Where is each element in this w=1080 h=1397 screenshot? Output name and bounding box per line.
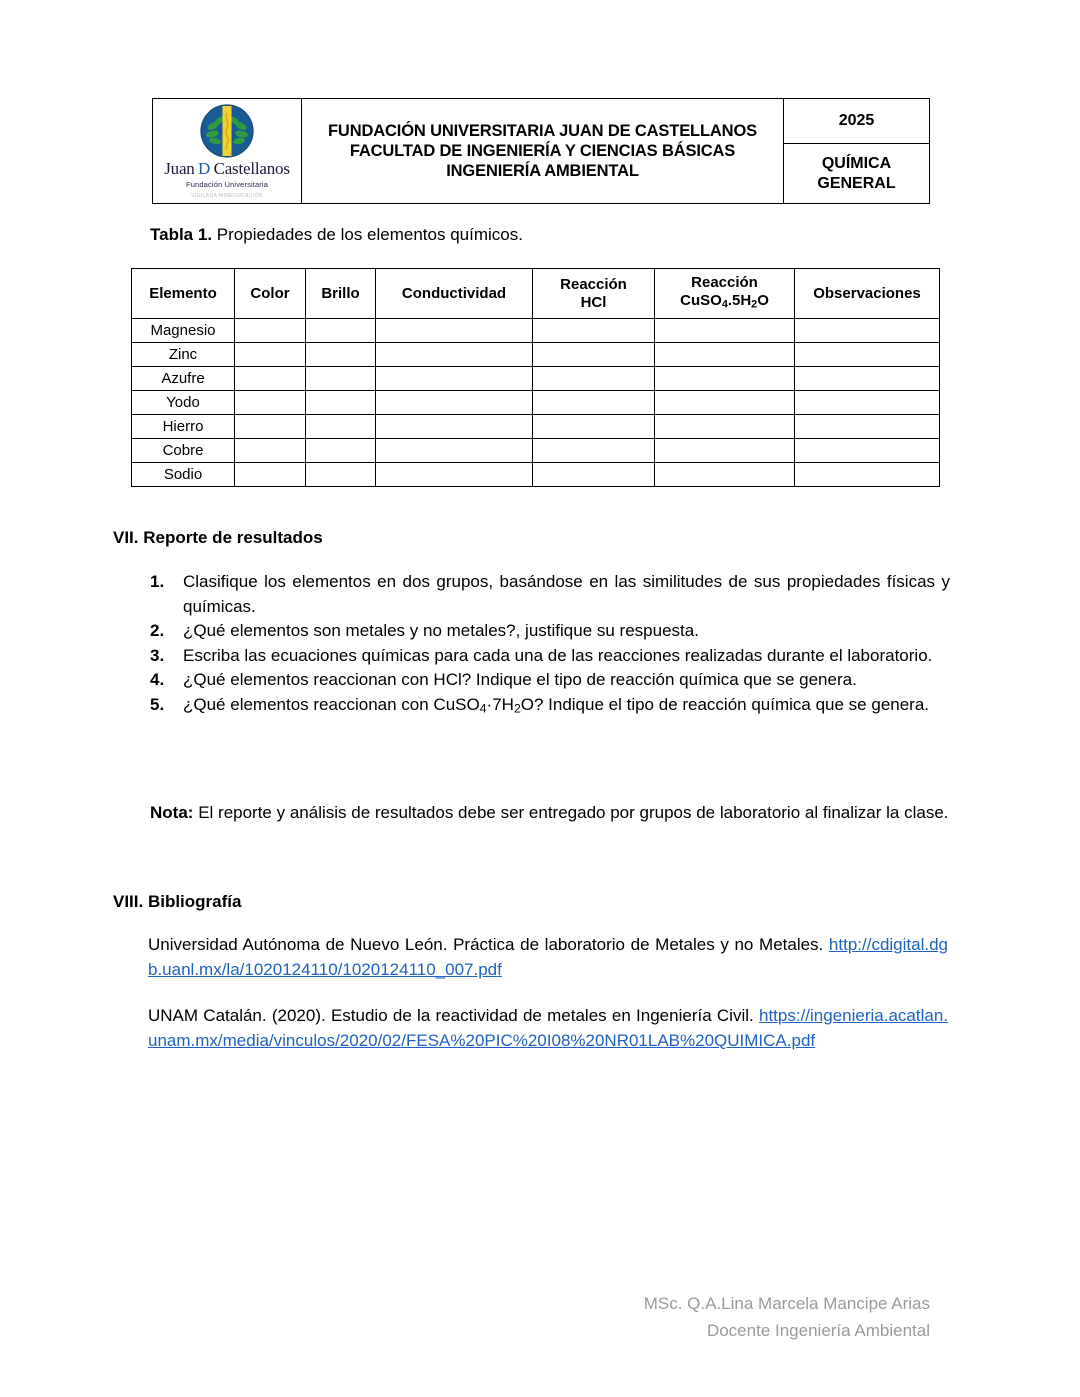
- properties-table: [131, 268, 940, 487]
- cell-observaciones[interactable]: [795, 415, 940, 439]
- cell-color[interactable]: [235, 463, 306, 487]
- reporte-item: [150, 570, 950, 619]
- document-header-table: [152, 98, 930, 204]
- reporte-item: [150, 644, 950, 669]
- cell-brillo[interactable]: [306, 439, 376, 463]
- cell-brillo[interactable]: [306, 343, 376, 367]
- nota-label: Nota:: [150, 803, 194, 822]
- cell-color[interactable]: [235, 391, 306, 415]
- cell-conductividad[interactable]: [376, 391, 533, 415]
- properties-table-body: [132, 319, 940, 487]
- table-row: [132, 367, 940, 391]
- table-row: [132, 463, 940, 487]
- document-footer: [410, 1290, 930, 1344]
- logo-word-castellanos: Castellanos: [213, 158, 290, 178]
- cell-reaccion_hcl[interactable]: [533, 439, 655, 463]
- column-header-color: Color: [235, 269, 306, 319]
- column-header-conductividad: Conductividad: [376, 269, 533, 319]
- column-header-reaccion-hcl: [533, 269, 655, 319]
- header-course-line-2: GENERAL: [817, 174, 896, 192]
- table-caption-label: Tabla 1.: [150, 225, 213, 244]
- institution-logo: [153, 100, 301, 203]
- header-year-cell: [784, 99, 930, 144]
- section-heading-reporte: VII. Reporte de resultados: [113, 528, 323, 547]
- cell-elemento: Sodio: [132, 463, 235, 487]
- reference-2-text: UNAM Catalán. (2020). Estudio de la reactividad de metales en Ingeniería Civil.: [148, 1006, 754, 1025]
- juan-de-castellanos-emblem-icon: [200, 104, 254, 158]
- cell-elemento: Zinc: [132, 343, 235, 367]
- cell-reaccion_hcl[interactable]: [533, 367, 655, 391]
- cell-reaccion_cuso4[interactable]: [655, 463, 795, 487]
- table-header-row: [132, 269, 940, 319]
- cell-observaciones[interactable]: [795, 367, 940, 391]
- table-row: [132, 415, 940, 439]
- table-row: [132, 319, 940, 343]
- header-title-line-3: INGENIERÍA AMBIENTAL: [446, 162, 639, 180]
- table-row: [132, 439, 940, 463]
- reporte-item-text: Escriba las ecuaciones químicas para cada una de las reacciones realizadas durante el laboratorio.: [183, 645, 933, 665]
- cell-conductividad[interactable]: [376, 439, 533, 463]
- reporte-items-list: [150, 570, 950, 721]
- reporte-item-number: 2.: [150, 621, 165, 640]
- header-title-cell: [302, 99, 784, 204]
- cell-observaciones[interactable]: [795, 439, 940, 463]
- header-logo-cell: [153, 99, 302, 204]
- cell-color[interactable]: [235, 367, 306, 391]
- reference-1-text: Universidad Autónoma de Nuevo León. Práctica de laboratorio de Metales y no Metales.: [148, 935, 824, 954]
- cell-reaccion_cuso4[interactable]: [655, 415, 795, 439]
- reporte-item-number: 5.: [150, 694, 165, 714]
- column-header-reaccion-cuso4: [655, 269, 795, 319]
- reporte-item-number: 1.: [150, 572, 165, 591]
- cell-color[interactable]: [235, 343, 306, 367]
- cell-brillo[interactable]: [306, 415, 376, 439]
- column-header-elemento: Elemento: [132, 269, 235, 319]
- cell-reaccion_hcl[interactable]: [533, 415, 655, 439]
- cell-observaciones[interactable]: [795, 463, 940, 487]
- cell-reaccion_hcl[interactable]: [533, 391, 655, 415]
- reporte-item: [150, 619, 950, 644]
- reporte-item-text: ¿Qué elementos son metales y no metales?, justifique su respuesta.: [183, 621, 699, 640]
- cell-reaccion_cuso4[interactable]: [655, 343, 795, 367]
- cell-reaccion_cuso4[interactable]: [655, 391, 795, 415]
- cell-elemento: Magnesio: [132, 319, 235, 343]
- properties-table-head: [132, 269, 940, 319]
- reaccion-cuso4-line2: $CuSO_4.5H_2O$: [680, 291, 769, 311]
- cell-conductividad[interactable]: [376, 415, 533, 439]
- footer-line-1: MSc. Q.A.Lina Marcela Mancipe Arias: [643, 1294, 930, 1313]
- cell-conductividad[interactable]: [376, 463, 533, 487]
- cell-elemento: Azufre: [132, 367, 235, 391]
- reporte-item: [150, 693, 950, 721]
- cell-elemento: Hierro: [132, 415, 235, 439]
- reference-2-link[interactable]: https://ingenieria.acatlan.unam.mx/media/vinculos/2020/02/FESA%20PIC%20I08%20NR01LAB%20QUIMICA.pdf: [148, 1006, 948, 1050]
- cell-brillo[interactable]: [306, 367, 376, 391]
- logo-tagline: VIGILADA MINEDUCACIÓN: [191, 192, 263, 199]
- cell-reaccion_cuso4[interactable]: [655, 367, 795, 391]
- logo-word-juan: Juan: [164, 158, 195, 178]
- reporte-item-number: 4.: [150, 670, 165, 689]
- cell-elemento: Cobre: [132, 439, 235, 463]
- reporte-item-text: ¿Qué elementos reaccionan con $CuSO_4\cdot 7H_2O$? Indique el tipo de reacción química que se genera.: [183, 694, 930, 716]
- reporte-item: [150, 668, 950, 693]
- reporte-item-number: 3.: [150, 645, 165, 665]
- cell-reaccion_hcl[interactable]: [533, 463, 655, 487]
- reaccion-hcl-line1: Reacción: [560, 275, 627, 293]
- column-header-observaciones: Observaciones: [795, 269, 940, 319]
- reference-1-link[interactable]: http://cdigital.dgb.uanl.mx/la/1020124110/1020124110_007.pdf: [148, 935, 948, 979]
- header-course-cell: [784, 144, 930, 204]
- cell-conductividad[interactable]: [376, 367, 533, 391]
- reference-entry-2: [148, 1003, 948, 1053]
- header-course-line-1: QUÍMICA: [821, 154, 892, 172]
- table-caption: [150, 224, 523, 246]
- reporte-item-text: ¿Qué elementos reaccionan con HCl? Indique el tipo de reacción química que se genera.: [183, 670, 857, 689]
- cell-brillo[interactable]: [306, 319, 376, 343]
- header-title-line-1: FUNDACIÓN UNIVERSITARIA JUAN DE CASTELLANOS: [328, 122, 757, 140]
- section-heading-bibliografia: VIII. Bibliografía: [113, 892, 242, 911]
- column-header-brillo: Brillo: [306, 269, 376, 319]
- cell-reaccion_hcl[interactable]: [533, 343, 655, 367]
- logo-wordmark: [164, 159, 290, 179]
- cell-reaccion_hcl[interactable]: [533, 319, 655, 343]
- nota-text: El reporte y análisis de resultados debe ser entregado por grupos de laboratorio al finalizar la clase.: [198, 803, 949, 822]
- table-row: [132, 391, 940, 415]
- cell-reaccion_cuso4[interactable]: [655, 439, 795, 463]
- cell-brillo[interactable]: [306, 463, 376, 487]
- cell-elemento: Yodo: [132, 391, 235, 415]
- cell-color[interactable]: [235, 319, 306, 343]
- cell-conductividad[interactable]: [376, 319, 533, 343]
- cell-observaciones[interactable]: [795, 343, 940, 367]
- nota-paragraph: [150, 801, 950, 826]
- table-row: [132, 343, 940, 367]
- header-year: 2025: [838, 112, 875, 129]
- cell-color[interactable]: [235, 439, 306, 463]
- reaccion-hcl-line2: HCl: [580, 293, 607, 311]
- table-caption-text: Propiedades de los elementos químicos.: [216, 225, 523, 244]
- cell-color[interactable]: [235, 415, 306, 439]
- reporte-item-text: Clasifique los elementos en dos grupos, basándose en las similitudes de sus propiedades físicas y químicas.: [183, 572, 950, 616]
- cell-observaciones[interactable]: [795, 391, 940, 415]
- cell-observaciones[interactable]: [795, 319, 940, 343]
- logo-subtitle: Fundación Universitaria: [185, 179, 269, 189]
- cell-reaccion_cuso4[interactable]: [655, 319, 795, 343]
- reference-entry-1: [148, 932, 948, 982]
- footer-line-2: Docente Ingeniería Ambiental: [706, 1321, 930, 1340]
- reaccion-cuso4-line1: Reacción: [691, 273, 758, 291]
- cell-brillo[interactable]: [306, 391, 376, 415]
- logo-word-d: D: [198, 158, 211, 178]
- header-title-line-2: FACULTAD DE INGENIERÍA Y CIENCIAS BÁSICAS: [349, 142, 736, 160]
- cell-conductividad[interactable]: [376, 343, 533, 367]
